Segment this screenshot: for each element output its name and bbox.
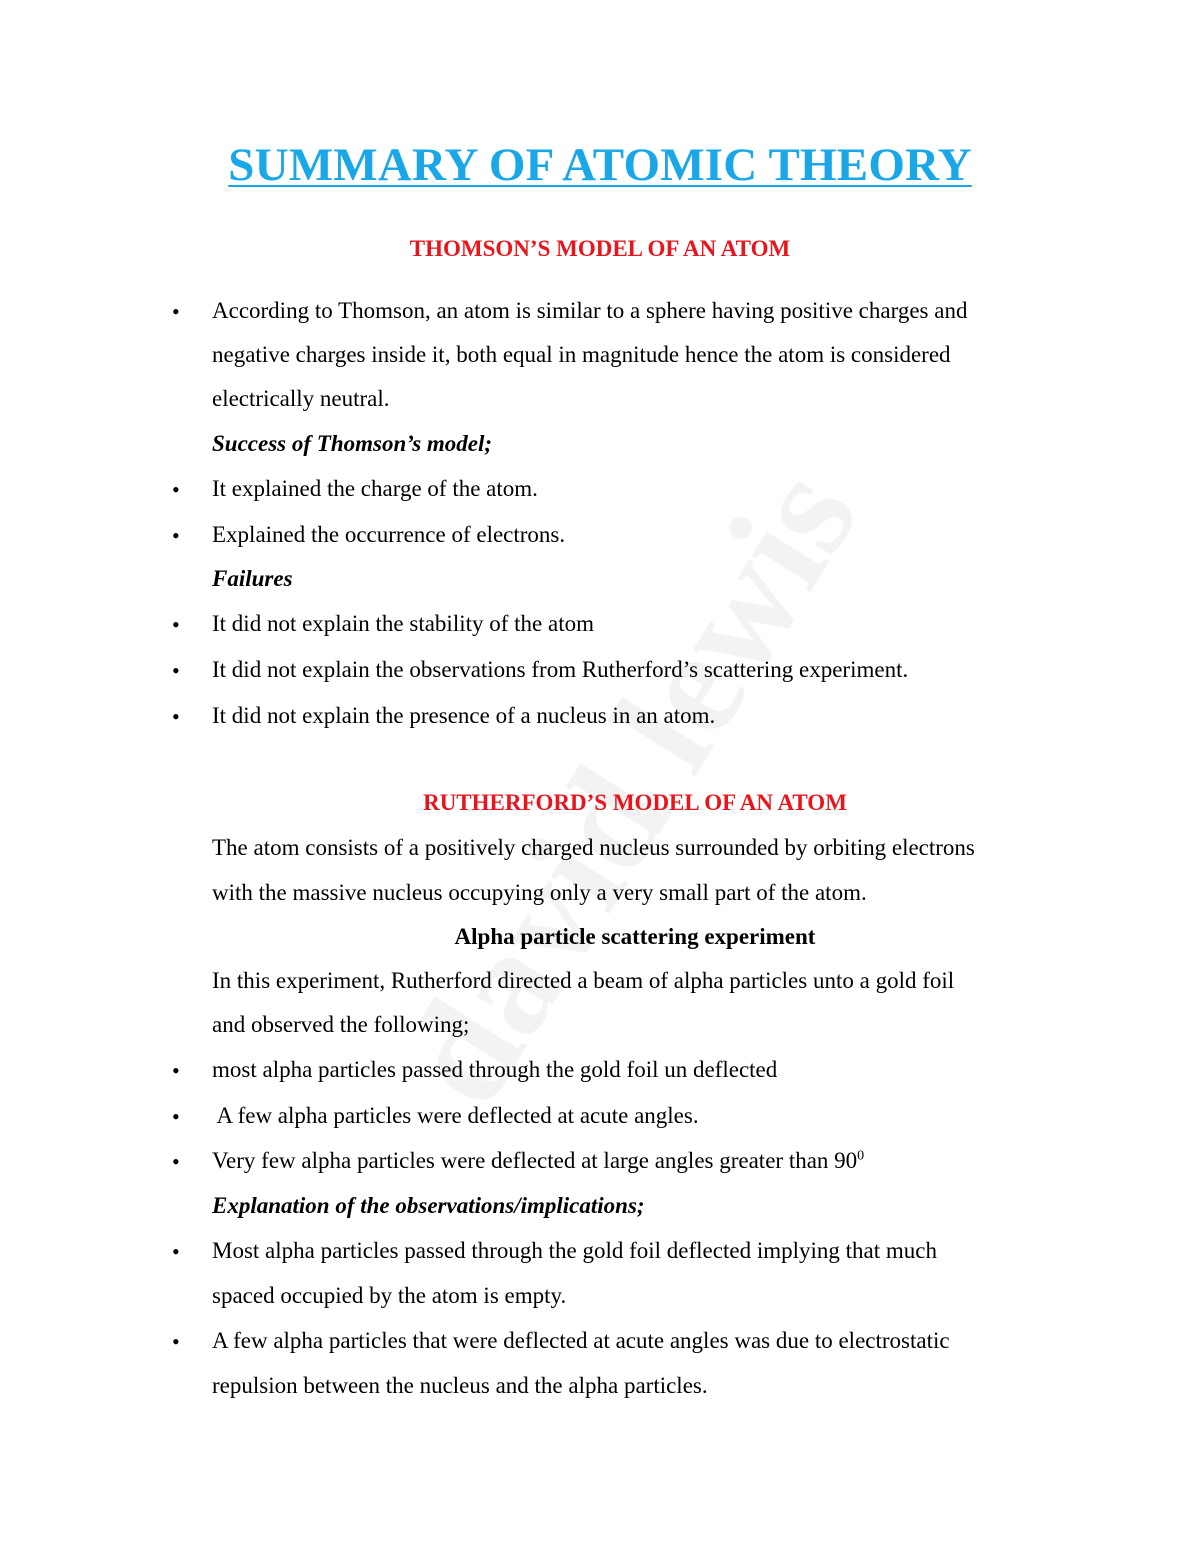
explanation-item-line: spaced occupied by the atom is empty. — [212, 1283, 567, 1308]
rutherford-intro-line-1: The atom consists of a positively charged nucleus surrounded by orbiting electrons — [212, 835, 975, 860]
document-title: SUMMARY OF ATOMIC THEORY — [228, 139, 972, 191]
bullet-icon: • — [172, 1239, 180, 1264]
rutherford-heading: RUTHERFORD’S MODEL OF AN ATOM — [423, 790, 847, 815]
explanation-item-line: repulsion between the nucleus and the alpha particles. — [212, 1373, 708, 1398]
bullet-icon: • — [172, 704, 180, 729]
bullet-icon: • — [172, 658, 180, 683]
rutherford-intro-line-2: with the massive nucleus occupying only a very small part of the atom. — [212, 880, 867, 905]
experiment-line-2: and observed the following; — [212, 1012, 470, 1037]
explanation-item-line: A few alpha particles that were deflected at acute angles was due to electrostatic — [212, 1328, 950, 1353]
explanation-heading: Explanation of the observations/implications; — [212, 1193, 645, 1218]
observation-item: most alpha particles passed through the gold foil un deflected — [212, 1057, 778, 1082]
bullet-icon: • — [172, 1104, 180, 1129]
explanation-item-line: Most alpha particles passed through the gold foil deflected implying that much — [212, 1238, 937, 1263]
degree-superscript: 0 — [857, 1148, 865, 1164]
thomson-failure-item: It did not explain the presence of a nucleus in an atom. — [212, 703, 716, 728]
observation-item: A few alpha particles were deflected at acute angles. — [212, 1103, 699, 1128]
bullet-icon: • — [172, 299, 180, 324]
bullet-icon: • — [172, 1058, 180, 1083]
bullet-icon: • — [172, 1329, 180, 1354]
bullet-icon: • — [172, 612, 180, 637]
thomson-intro-line-1: According to Thomson, an atom is similar to a sphere having positive charges and — [212, 298, 968, 323]
thomson-failure-item: It did not explain the stability of the atom — [212, 611, 594, 636]
thomson-success-item: It explained the charge of the atom. — [212, 476, 538, 501]
observation-text: Very few alpha particles were deflected at large angles greater than 90 — [212, 1148, 858, 1173]
bullet-icon: • — [172, 1149, 180, 1174]
thomson-intro-line-3: electrically neutral. — [212, 386, 390, 411]
thomson-success-item: Explained the occurrence of electrons. — [212, 522, 566, 547]
thomson-heading: THOMSON’S MODEL OF AN ATOM — [409, 236, 791, 261]
thomson-success-heading: Success of Thomson’s model; — [212, 431, 493, 456]
experiment-heading: Alpha particle scattering experiment — [454, 924, 816, 949]
bullet-icon: • — [172, 477, 180, 502]
experiment-line-1: In this experiment, Rutherford directed a beam of alpha particles unto a gold foil — [212, 968, 955, 993]
observation-item-with-degree — [212, 1146, 864, 1176]
thomson-intro-line-2: negative charges inside it, both equal in magnitude hence the atom is considered — [212, 342, 951, 367]
bullet-icon: • — [172, 523, 180, 548]
thomson-failures-heading: Failures — [212, 566, 293, 591]
thomson-failure-item: It did not explain the observations from Rutherford’s scattering experiment. — [212, 657, 909, 682]
